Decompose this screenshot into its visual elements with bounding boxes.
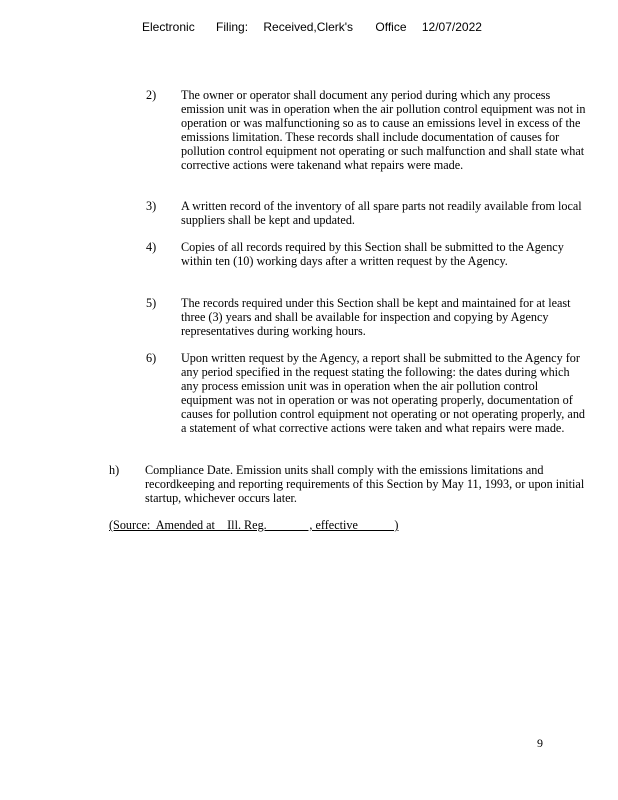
item-text: Compliance Date. Emission units shall comply with the emissions limitations and recordkeeping and reporting requirements of this Section by May 11, 1993, or upon initial startup, whichever occurs later. bbox=[145, 463, 585, 506]
header-received: Received,Clerk's bbox=[263, 20, 354, 34]
header-office: Office bbox=[375, 20, 407, 34]
item-number: 2) bbox=[146, 88, 157, 102]
item-text: The owner or operator shall document any period during which any process emission unit was in operation when the air pollution control equipment was not in operation or was malfunctioning so as to cause an emissions level in excess of the emissions limitation. These records shall include documentation of causes for pollution control equipment not operating or such malfunction and shall state what corrective actions were takenand what repairs were made. bbox=[181, 88, 586, 173]
page-number: 9 bbox=[537, 736, 543, 750]
electronic-filing-header bbox=[142, 20, 482, 34]
item-number: 6) bbox=[146, 351, 157, 365]
header-electronic: Electronic bbox=[142, 20, 195, 34]
item-text: Upon written request by the Agency, a report shall be submitted to the Agency for any period specified in the request stating the following: the dates during which any process emission unit was in operation when the air pollution control equipment was not in operation or was not operating properly, documentation of causes for pollution control equipment not operating or not operating properly, and a statement of what corrective actions were taken and what repairs were made. bbox=[181, 351, 586, 436]
item-number: 4) bbox=[146, 240, 157, 254]
item-number: 3) bbox=[146, 199, 157, 213]
item-number: 5) bbox=[146, 296, 157, 310]
item-text: Copies of all records required by this Section shall be submitted to the Agency within ten (10) working days after a written request by the Agency. bbox=[181, 240, 564, 269]
source-note: (Source: Amended at Ill. Reg. , effective ) bbox=[109, 518, 399, 532]
item-letter: h) bbox=[109, 463, 120, 477]
header-filing: Filing: bbox=[216, 20, 249, 34]
item-text: The records required under this Section shall be kept and maintained for at least three (3) years and shall be available for inspection and copying by Agency representatives during working hours. bbox=[181, 296, 571, 339]
header-date: 12/07/2022 bbox=[421, 20, 482, 34]
item-text: A written record of the inventory of all spare parts not readily available from local suppliers shall be kept and updated. bbox=[181, 199, 582, 228]
